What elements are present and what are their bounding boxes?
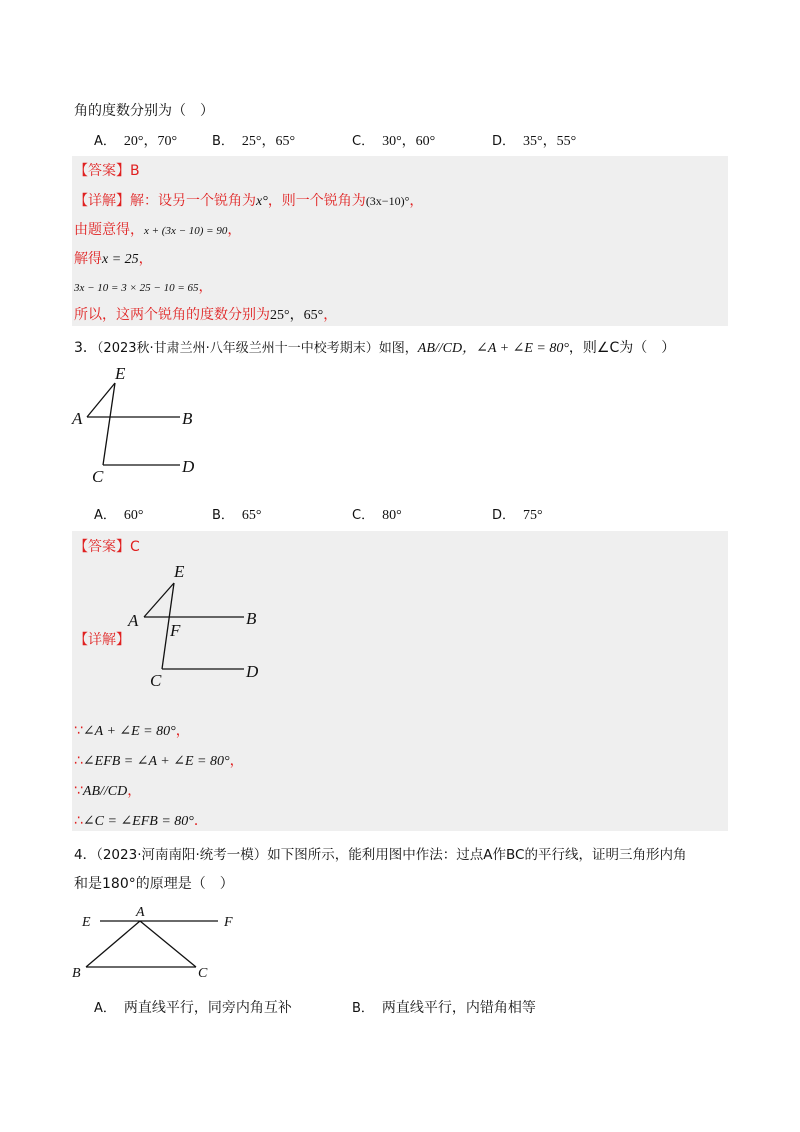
proof-line-1 (74, 720, 190, 740)
question-2-tail: 角的度数分别为（ ） (74, 103, 214, 119)
option-label: D． (492, 508, 516, 523)
question-tail: ，则∠C为（ ） (568, 340, 676, 356)
detail-text: ， (227, 222, 242, 238)
q2-option-b[interactable] (212, 130, 295, 150)
detail-text: ，则一个锐角为 (267, 193, 366, 209)
label-a: A (128, 611, 139, 630)
q3-option-b[interactable] (212, 504, 262, 524)
label-e: E (82, 915, 91, 930)
label-b: B (246, 609, 257, 628)
option-label: D． (492, 134, 516, 149)
q2-answer-box (72, 156, 728, 326)
option-text: 30°，60° (382, 134, 436, 149)
math-expr: 3x − 10 = 3 × 25 − 10 = 65 (74, 282, 199, 294)
q3-figure (70, 362, 230, 492)
q3-option-a[interactable] (94, 504, 144, 524)
question-number: 3． (74, 340, 97, 356)
math-expr: x° (256, 194, 268, 209)
proof-line-4 (74, 810, 208, 830)
q3-option-c[interactable] (352, 504, 402, 524)
option-text: 两直线平行，内错角相等 (381, 1000, 536, 1016)
q4-figure (70, 900, 250, 984)
option-text: 65° (241, 508, 262, 523)
q4-option-b[interactable] (352, 997, 536, 1017)
q2-detail-line-3 (74, 248, 153, 268)
therefore-symbol: ∴ (74, 813, 83, 829)
proof-line-3 (74, 780, 141, 800)
option-label: A． (94, 508, 116, 523)
q2-option-c[interactable] (352, 130, 435, 150)
label-c: C (198, 966, 208, 981)
math-expr: AB//CD (82, 784, 128, 799)
option-text: 80° (382, 508, 402, 523)
label-b: B (182, 409, 193, 428)
option-text: 25°，65° (241, 134, 296, 149)
math-expr: 25°，65° (270, 308, 324, 323)
option-text: 75° (523, 508, 543, 523)
punct: ． (193, 813, 208, 829)
detail-text: 解：设另一个锐角为 (130, 193, 256, 209)
detail-text: 由题意得， (74, 222, 144, 238)
question-3-stem (74, 337, 675, 357)
q2-option-a[interactable] (94, 130, 177, 150)
q3-detail-tag: 【详解】 (74, 632, 130, 648)
q2-detail-line-1 (74, 190, 423, 210)
detail-text: 所以，这两个锐角的度数分别为 (74, 307, 270, 323)
detail-text: ， (323, 307, 338, 323)
math-expr: (3x−10)° (365, 194, 410, 208)
q3-option-d[interactable] (492, 504, 543, 524)
label-b: B (72, 966, 81, 981)
punct: ， (127, 783, 142, 799)
question-source: （2023秋·甘肃兰州·八年级兰州十一中校考期末）如图， (96, 341, 418, 356)
option-text: 20°，70° (123, 134, 178, 149)
q3-detail-figure (120, 556, 280, 694)
math-expr: AB//CD，∠A + ∠E = 80° (417, 341, 569, 356)
label-e: E (174, 562, 185, 581)
label-e: E (115, 364, 126, 383)
math-expr: ∠EFB = ∠A + ∠E = 80° (82, 754, 230, 769)
question-4-line-2: 和是180°的原理是（ ） (74, 876, 234, 892)
q2-detail-line-5 (74, 304, 337, 324)
question-number: 4． (74, 847, 97, 863)
label-c: C (150, 671, 162, 690)
because-symbol: ∵ (74, 783, 83, 799)
detail-text: ， (138, 251, 153, 267)
q2-detail-line-2 (74, 219, 241, 239)
therefore-symbol: ∴ (74, 753, 83, 769)
option-label: B． (212, 508, 234, 523)
label-d: D (246, 662, 259, 681)
math-expr: ∠A + ∠E = 80° (82, 724, 176, 739)
punct: ， (175, 723, 190, 739)
q2-option-d[interactable] (492, 130, 576, 150)
option-label: C． (352, 134, 375, 149)
option-text: 两直线平行，同旁内角互补 (123, 1000, 292, 1016)
label-d: D (182, 457, 195, 476)
punct: ， (229, 753, 244, 769)
q4-option-a[interactable] (94, 997, 292, 1017)
q2-answer: 【答案】B (74, 163, 140, 179)
proof-line-2 (74, 750, 244, 770)
option-text: 60° (123, 508, 144, 523)
q2-detail-line-4 (74, 276, 213, 296)
option-label: A． (94, 1001, 116, 1016)
label-a: A (136, 905, 145, 920)
label-f: F (170, 621, 181, 640)
math-expr: x = 25 (102, 252, 139, 267)
label-c: C (92, 467, 104, 486)
detail-text: ， (409, 193, 424, 209)
option-label: B． (212, 134, 234, 149)
question-text: （2023·河南南阳·统考一模）如下图所示，能利用图中作法：过点A作BC的平行线，证明三角形内角 (96, 847, 687, 863)
detail-text: 解得 (74, 251, 102, 267)
question-4-line-1 (74, 843, 686, 863)
math-expr: x + (3x − 10) = 90 (144, 225, 228, 237)
option-label: A． (94, 134, 116, 149)
because-symbol: ∵ (74, 723, 83, 739)
label-a: A (72, 409, 83, 428)
q3-answer: 【答案】C (74, 539, 140, 555)
label-f: F (224, 915, 233, 930)
option-label: C． (352, 508, 375, 523)
math-expr: ∠C = ∠EFB = 80° (82, 814, 194, 829)
option-text: 35°，55° (523, 134, 577, 149)
detail-tag: 【详解】 (74, 193, 130, 209)
option-label: B． (352, 1001, 374, 1016)
detail-text: ， (198, 279, 213, 295)
